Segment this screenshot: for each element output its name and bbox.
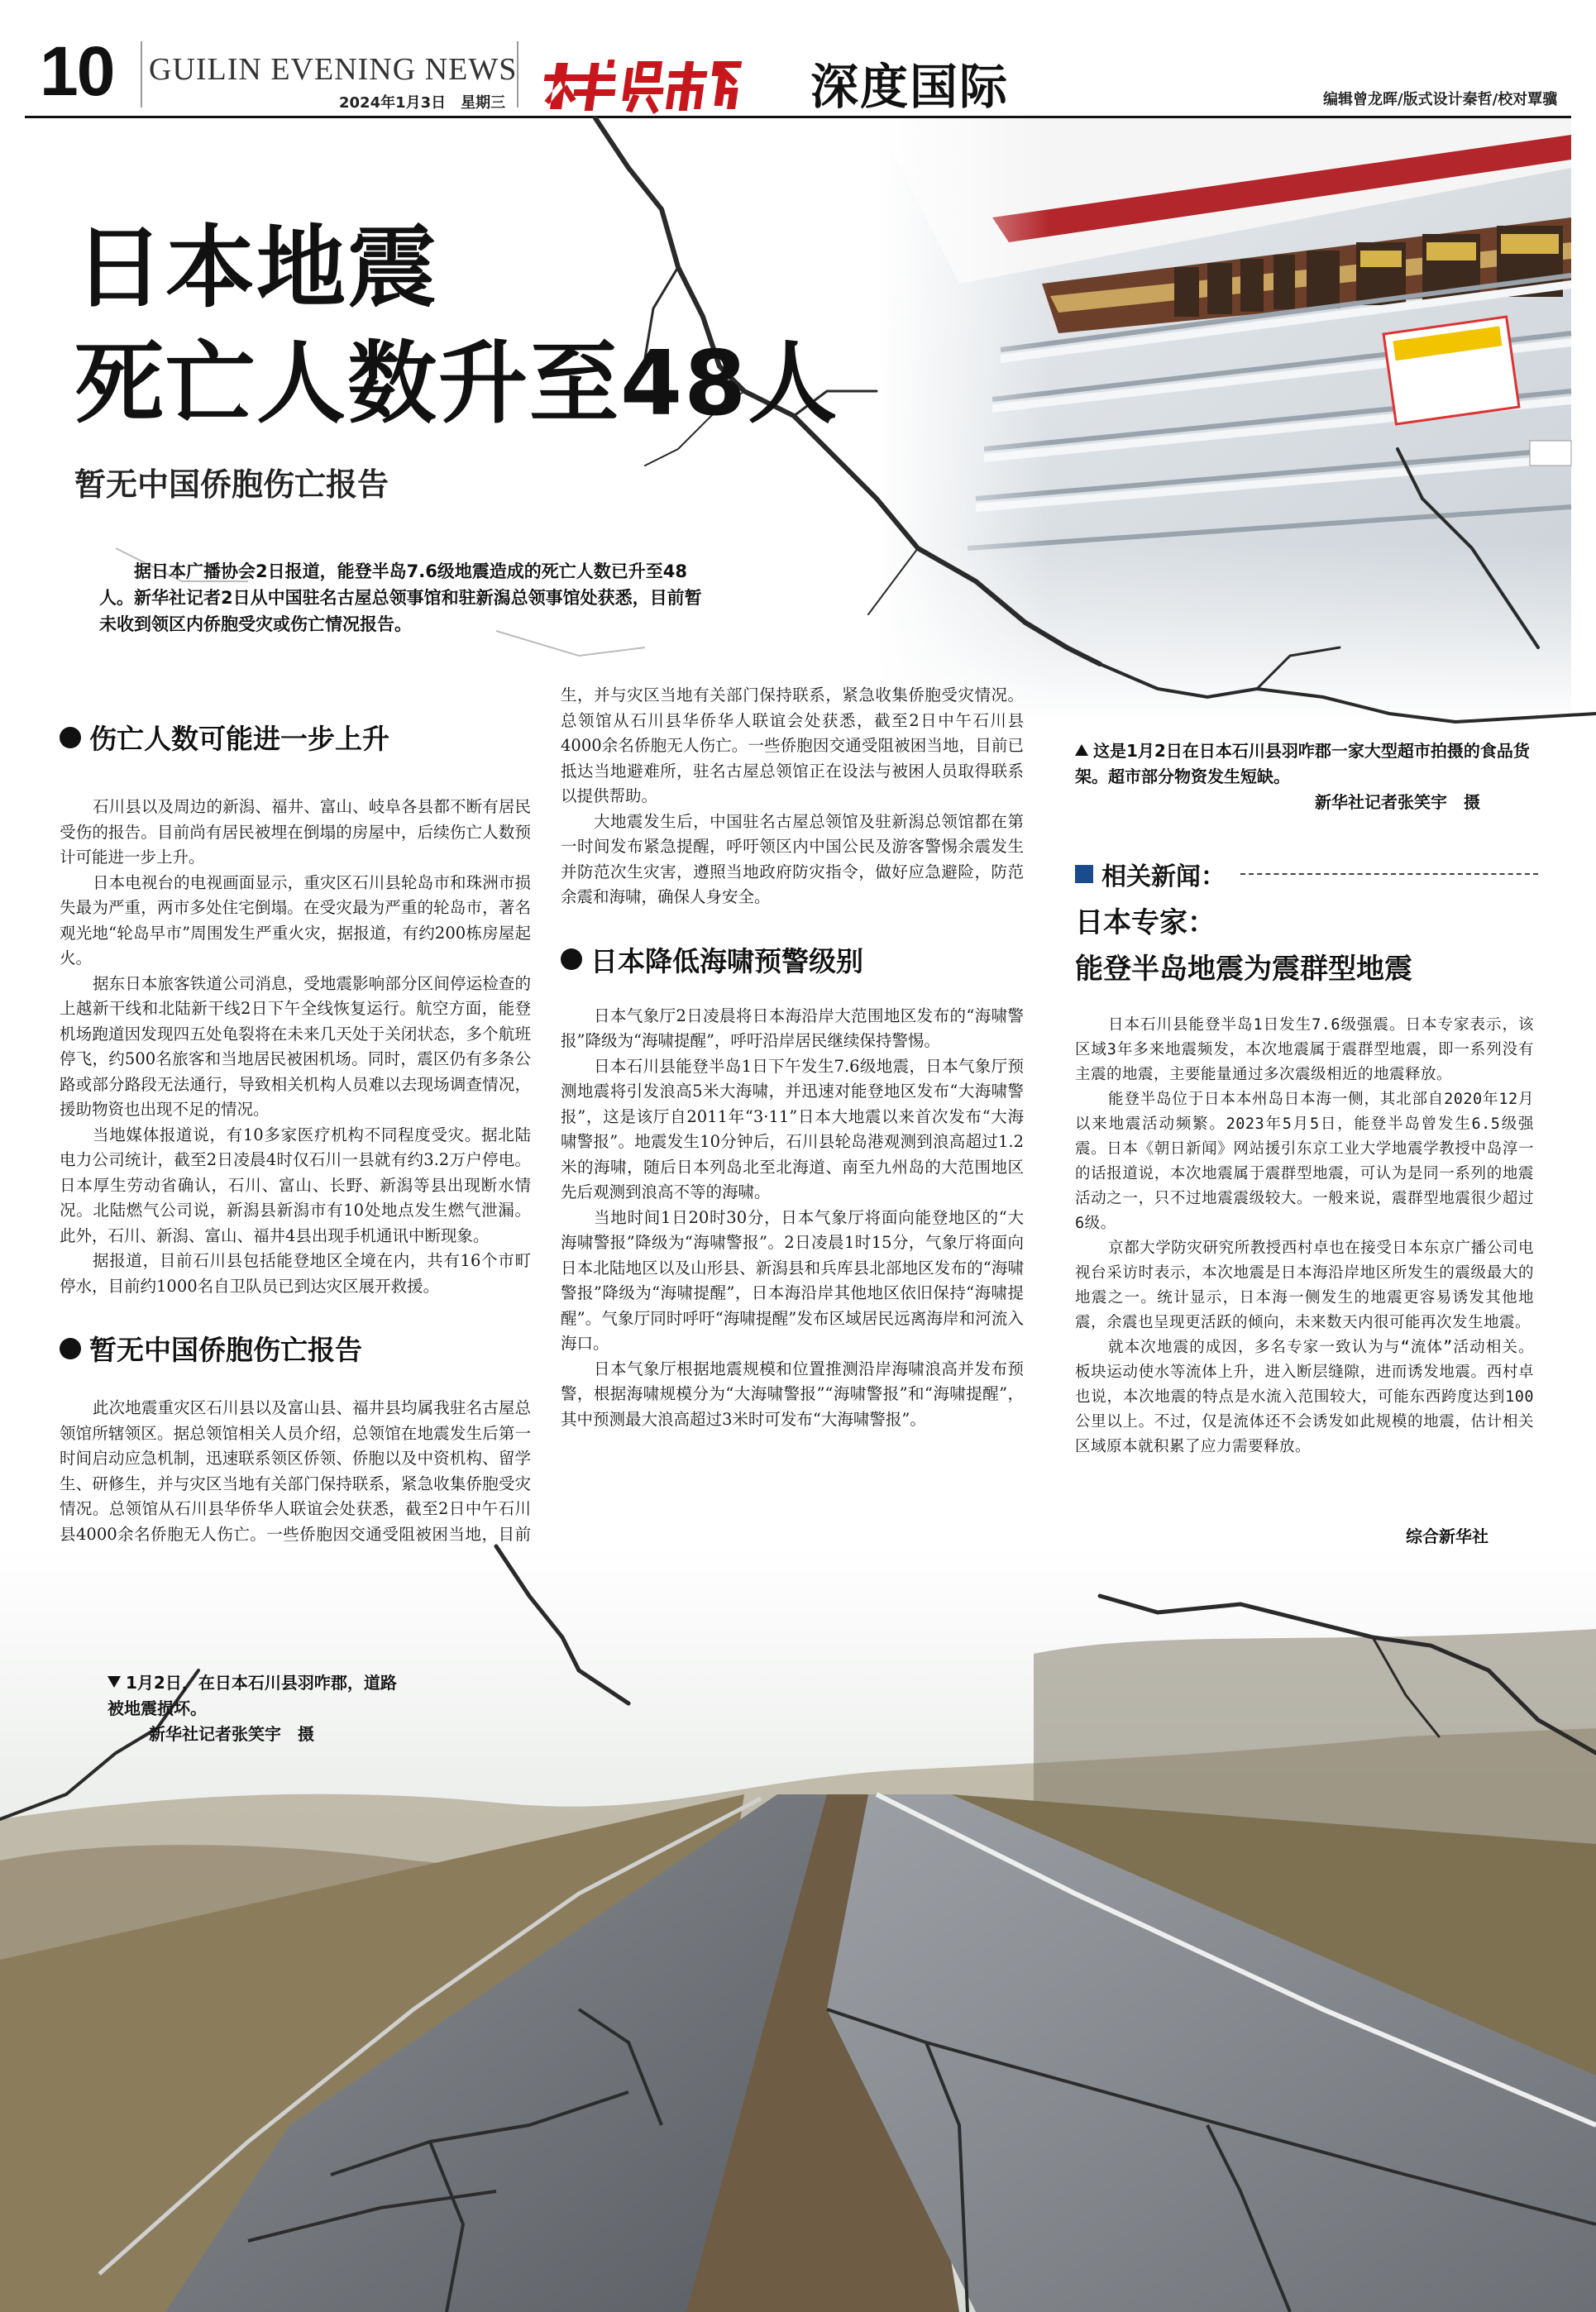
- supermarket-shelves-photo: [877, 118, 1571, 722]
- paper-name-english: GUILIN EVENING NEWS: [149, 52, 518, 87]
- related-news-label: 相关新闻：: [1101, 862, 1226, 891]
- paragraph: 京都大学防灾研究所教授西村卓也在接受日本东京广播公司电视台采访时表示，本次地震是日本海沿岸地区所发生的震级最大的地震之一。统计显示，日本海一侧发生的地震更容易诱发其他地震，余震也呈现更活跃的倾向，未来数天内很可能再次发生地震。: [1075, 1240, 1534, 1331]
- paragraph: 当地媒体报道说，有10多家医疗机构不同程度受灾。据北陆电力公司统计，截至2日凌晨4时仅石川一县就有约3.2万户停电。日本厚生劳动省确认，石川、富山、长野、新潟等县出现断水情况。北陆燃气公司说，新潟县新潟市有10处地点发生燃气泄漏。此外，石川、新潟、富山、福井4县出现手机通讯中断现象。: [60, 1125, 531, 1245]
- article-source: 综合新华社: [1406, 1526, 1488, 1546]
- caption-text: 1月2日，在日本石川县羽咋郡，道路被地震损坏。: [108, 1673, 397, 1718]
- section-heading-tsunami: [561, 940, 1024, 979]
- bullet-dot-icon: [60, 1338, 81, 1359]
- paragraph: 石川县以及周边的新潟、福井、富山、岐阜各县都不断有居民受伤的报告。目前尚有居民被埋在倒塌的房屋中，后续伤亡人数预计可能进一步上升。: [60, 797, 531, 867]
- caption-text: 这是1月2日在日本石川县羽咋郡一家大型超市拍摄的食品货架。超市部分物资发生短缺。: [1075, 741, 1530, 786]
- damaged-road-photo: [0, 1546, 1596, 2312]
- section-heading-no-casualties: [60, 1329, 531, 1368]
- bullet-dot-icon: [60, 727, 81, 748]
- lede-paragraph: 据日本广播协会2日报道，能登半岛7.6级地震造成的死亡人数已升至48人。新华社记者2日从中国驻名古屋总领事馆和驻新潟总领事馆处获悉，目前暂未收到领区内侨胞受灾或伤亡情况报告。: [99, 561, 702, 634]
- related-article-body: [1075, 1013, 1534, 1459]
- paragraph: 日本气象厅根据地震规模和位置推测沿岸海啸浪高并发布预警，根据海啸规模分为“大海啸警报”“海啸警报”和“海啸提醒”，其中预测最大浪高超过3米时可发布“大海啸警报”。: [561, 1359, 1024, 1429]
- column-2: [561, 683, 1024, 1432]
- paragraph: 日本石川县能登半岛1日下午发生7.6级地震，日本气象厅预测地震将引发浪高5米大海啸，并迅速对能登地区发布“大海啸警报”，这是该厅自2011年“3·11”日本大地震以来首次发布“大海啸警报”。地震发生10分钟后，石川县轮岛港观测到浪高超过1.2米的海啸，随后日本列岛北至北海道、南至九州岛的大范围地区先后观测到浪高不等的海啸。: [561, 1056, 1024, 1201]
- publication-date: 2024年1月3日 星期三: [339, 94, 506, 112]
- paragraph: 日本石川县能登半岛1日发生7.6级强震。日本专家表示，该区域3年多来地震频发，本次地震属于震群型地震，即一系列没有主震的地震，主要能量通过多次震级相近的地震释放。: [1075, 1016, 1534, 1083]
- bullet-dot-icon: [561, 948, 582, 970]
- square-marker-icon: [1075, 865, 1093, 883]
- photo-credit: 新华社记者张笑宇 摄: [1315, 792, 1480, 812]
- photo-caption-road: [108, 1670, 405, 1747]
- masthead-logo: [546, 50, 794, 116]
- paragraph: 日本电视台的电视画面显示，重灾区石川县轮岛市和珠洲市损失最为严重，两市多处住宅倒塌。在受灾最为严重的轮岛市，著名观光地“轮岛早市”周围发生严重火灾，据报道，有约200栋房屋起火。: [60, 872, 531, 967]
- related-title-line-2: 能登半岛地震为震群型地震: [1075, 953, 1412, 986]
- editor-credits: 编辑曾龙晖/版式设计秦哲/校对覃骥: [1323, 91, 1558, 108]
- section-heading-text: 暂无中国侨胞伤亡报告: [89, 1334, 362, 1366]
- headline-line-1: 日本地震: [74, 217, 439, 320]
- related-news-header: [1075, 856, 1538, 892]
- paragraph: 据东日本旅客铁道公司消息，受地震影响部分区间停运检查的上越新干线和北陆新干线2日下午全线恢复运行。航空方面，能登机场跑道因发现四五处龟裂将在未来几天处于关闭状态，多个航班停飞，约500名旅客和当地居民被困机场。同时，震区仍有多条公路或部分路段无法通行，导致相关机构人员难以去现场调查情况，援助物资也出现不足的情况。: [60, 973, 531, 1119]
- paragraph: 就本次地震的成因，多名专家一致认为与“流体”活动相关。板块运动使水等流体上升，进入断层缝隙，进而诱发地震。西村卓也说，本次地震的特点是水流入范围较大，可能东西跨度达到100公里以上。不过，仅是流体还不会诱发如此规模的地震，估计相关区域原本就积累了应力需要释放。: [1075, 1339, 1534, 1455]
- headline-line-2: 死亡人数升至48人: [74, 332, 839, 436]
- page-number: 10: [40, 32, 114, 110]
- paragraph: 据报道，目前石川县包括能登地区全境在内，共有16个市町停水，目前约1000名自卫队员已到达灾区展开救援。: [60, 1251, 531, 1296]
- paragraph: 当地时间1日20时30分，日本气象厅将面向能登地区的“大海啸警报”降级为“海啸警报”。2日凌晨1时15分，气象厅将面向日本北陆地区以及山形县、新潟县和兵库县北部地区发布的“海啸警报”降级为“海啸提醒”，日本海沿岸其他地区依旧保持“海啸提醒”。气象厅同时呼吁“海啸提醒”发布区域居民远离海岸和河流入海口。: [561, 1207, 1024, 1353]
- paragraph-continued: 生，并与灾区当地有关部门保持联系，紧急收集侨胞受灾情况。总领馆从石川县华侨华人联谊会处获悉，截至2日中午石川县4000余名侨胞无人伤亡。一些侨胞因交通受阻被困当地，目前已抵达当地避难所，驻名古屋总领馆正在设法与被困人员取得联系以提供帮助。: [561, 685, 1024, 805]
- related-title-line-1: 日本专家：: [1075, 906, 1216, 939]
- paragraph: 能登半岛位于日本本州岛日本海一侧，其北部自2020年12月以来地震活动频繁。2023年5月5日，能登半岛曾发生6.5级强震。日本《朝日新闻》网站援引东京工业大学地震学教授中岛淳一的话报道说，本次地震属于震群型地震，可认为是同一系列的地震活动之一，只不过地震震级较大。一般来说，震群型地震很少超过6级。: [1075, 1091, 1534, 1232]
- section-heading-text: 伤亡人数可能进一步上升: [89, 723, 389, 755]
- paragraph: 此次地震重灾区石川县以及富山县、福井县均属我驻名古屋总领馆所辖领区。据总领馆相关人员介绍，总领馆在地震发生后第一时间启动应急机制，迅速联系领区侨领、侨胞以及中资机构、留学生、研修生，并与灾区当地有关部门保持联系，紧急收集侨胞受灾情况。总领馆从石川县华侨华人联谊会处获悉，截至2日中午石川县4000余名侨胞无人伤亡。一些侨胞因交通受阻被困当地，目前: [60, 1398, 531, 1544]
- photo-caption-supermarket: [1075, 738, 1538, 815]
- subheadline: 暂无中国侨胞伤亡报告: [74, 466, 389, 503]
- column-1: [60, 723, 531, 1547]
- section-heading-text: 日本降低海啸预警级别: [590, 944, 863, 977]
- arrow-down-icon: [108, 1676, 121, 1688]
- paragraph: 日本气象厅2日凌晨将日本海沿岸大范围地区发布的“海啸警报”降级为“海啸提醒”，呼吁沿岸居民继续保持警惕。: [561, 1006, 1024, 1050]
- paragraph: 大地震发生后，中国驻名古屋总领馆及驻新潟总领馆都在第一时间发布紧急提醒，呼吁领区内中国公民及游客警惕余震发生并防范次生灾害，遵照当地政府防灾指令，做好应急避险，防范余震和海啸，确保人身安全。: [561, 811, 1024, 906]
- header-divider-2: [517, 41, 518, 107]
- photo-credit: 新华社记者张笑宇 摄: [149, 1724, 314, 1744]
- section-heading-casualties: [60, 718, 531, 757]
- header-divider: [141, 41, 142, 107]
- headline: [74, 211, 839, 442]
- arrow-up-icon: [1075, 744, 1088, 756]
- dashed-rule: [1240, 873, 1538, 875]
- section-name: 深度国际: [810, 59, 1010, 115]
